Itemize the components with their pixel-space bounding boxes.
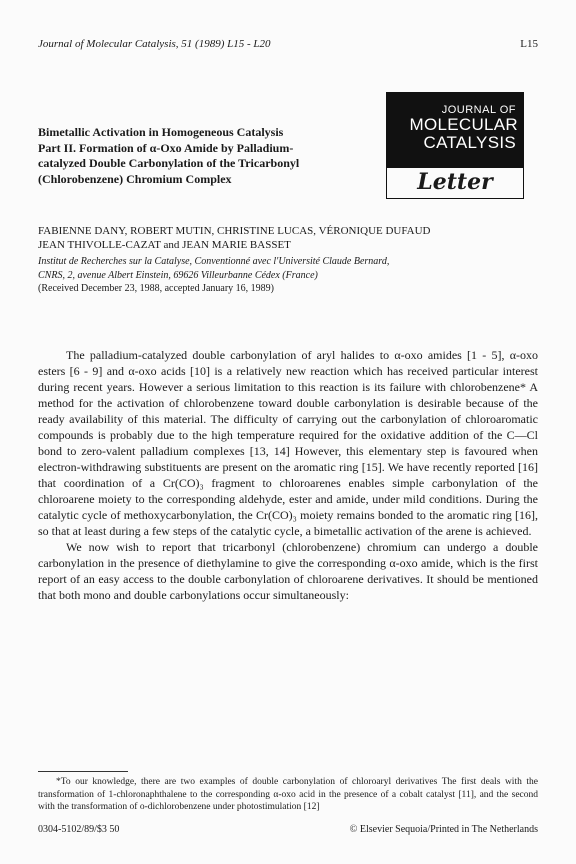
affiliation-line-1: Institut de Recherches sur la Catalyse, Conventionné avec l'Université Claude Bernard, [38, 256, 390, 267]
title-line: catalyzed Double Carbonylation of the Tricarbonyl [38, 156, 300, 170]
authors-line-2: JEAN THIVOLLE-CAZAT and JEAN MARIE BASSET [38, 239, 291, 251]
affiliation-line-2: CNRS, 2, avenue Albert Einstein, 69626 Villeurbanne Cédex (France) [38, 269, 318, 281]
logo-line-2: MOLECULAR [409, 115, 518, 134]
footnote [38, 776, 538, 814]
authors-line-1: FABIENNE DANY, ROBERT MUTIN, CHRISTINE LUCAS, VÉRONIQUE DUFAUD [38, 225, 431, 237]
footnote-divider [38, 771, 128, 772]
article-body [38, 347, 538, 603]
logo-line-3: CATALYSIS [423, 133, 516, 152]
running-head [38, 38, 538, 50]
journal-citation: Journal of Molecular Catalysis, 51 (1989) L15 - L20 [38, 38, 271, 50]
footnote-text: *To our knowledge, there are two examples of double carbonylation of chloroaryl derivatives The first deals with the transformation of 1-chloronaphthalene to the corresponding α-oxo acid in the presence of a cobalt catalyst [11], and the second with the transformation of o-dichlorobenzene under photostimulation [12] [38, 777, 538, 812]
logo-line-1: JOURNAL OF [441, 104, 516, 116]
article-code: 0304-5102/89/$3 50 [38, 824, 120, 835]
title-line: Part II. Formation of α-Oxo Amide by Palladium- [38, 140, 294, 155]
article-title [38, 125, 383, 187]
affiliation [38, 255, 538, 282]
body-paragraph-2: We now wish to report that tricarbonyl (chlorobenzene) chromium can undergo a double carbonylation in the presence of diethylamine to give the corresponding α-oxo amide, which is the first report of an easy access to the double carbonylation of chloroarene derivatives. It should be mentioned that both mono and double carbonylations occur simultaneously: [38, 540, 538, 602]
publisher-notice: © Elsevier Sequoia/Printed in The Netherlands [349, 824, 538, 835]
page-number: L15 [520, 38, 538, 50]
body-paragraph-1: The palladium-catalyzed double carbonylation of aryl halides to α-oxo amides [1 - 5], α-oxo esters [6 - 9] and α-oxo acids [10] is a relatively new reaction which has received particular interest during recent years. However a serious limitation to this reaction is its failure with chlorobenzene* A method for the activation of chlorobenzene toward double carbonylation is desirable because of the ready availability of this material. The difficulty of carrying out the carbonylation of chloroaromatic compounds is probably due to the high temperature required for the oxidative addition of the C—Cl bond to zero-valent palladium complexes [13, 14] However, this elementary step is favoured when electron-withdrawing substituents are present on the aromatic ring [15]. We have recently reported [16] that coordination of a Cr(CO)₃ fragment to chloroarenes enables simple carbonylation of the chloroarene moiety to the corresponding aldehyde, ester and amide, under mild conditions. During the catalytic cycle of methoxycarbonylation, the Cr(CO)₃ moiety remains bonded to the aromatic ring [16], so that at least during a few steps of the catalytic cycle, a bimetallic activation of the arene is achieved. [38, 348, 538, 538]
received-dates: (Received December 23, 1988, accepted January 16, 1989) [38, 283, 275, 294]
title-line: (Chlorobenzene) Chromium Complex [38, 171, 232, 186]
logo-letter-script: Letter [386, 168, 524, 199]
author-list [38, 224, 538, 252]
title-line: Bimetallic Activation in Homogeneous Catalysis [38, 125, 284, 139]
page-footer [38, 824, 538, 835]
